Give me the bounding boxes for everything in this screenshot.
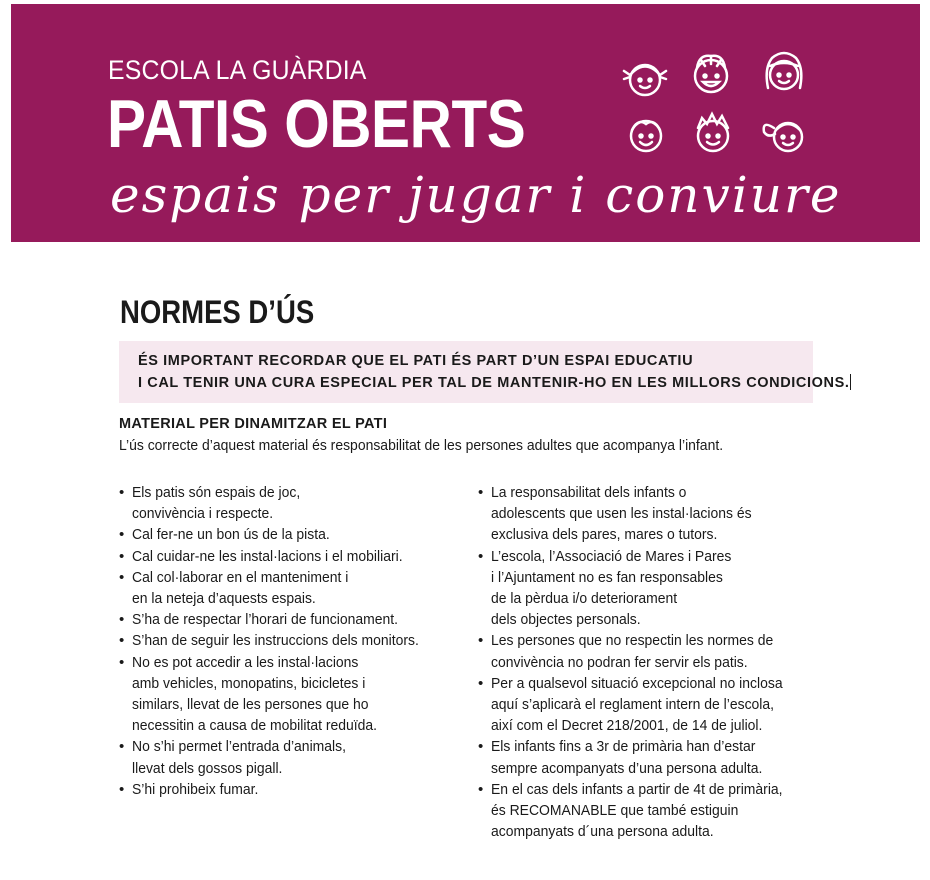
child-face-icon: [622, 110, 670, 158]
section-title: NORMES D’ÚS: [120, 294, 315, 330]
rule-item: [119, 630, 440, 651]
highlight-line-1: ÉS IMPORTANT RECORDAR QUE EL PATI ÉS PART D’UN ESPAI EDUCATIU: [138, 353, 694, 369]
boy-face-icon: [685, 48, 737, 100]
highlight-line-2: [138, 374, 851, 391]
rule-item: [119, 524, 440, 545]
rule-line: adolescents que usen les instal·lacions és: [491, 505, 752, 523]
rule-line: sempre acompanyats d’una persona adulta.: [491, 759, 763, 777]
rule-item: [119, 736, 440, 778]
rule-line: • No s’hi permet l’entrada d’animals,: [132, 738, 347, 756]
spiky-hair-face-icon: [688, 106, 738, 158]
rule-line: convivència no podran fer servir els patis.: [491, 653, 748, 671]
rule-item: [119, 482, 440, 524]
rule-line: • No es pot accedir a les instal·lacions: [132, 653, 359, 671]
rule-line: • Les persones que no respectin les normes de: [491, 632, 774, 650]
rules-list-right: [478, 482, 805, 842]
girl-long-hair-face-icon: [758, 48, 810, 106]
rule-line: • Cal col·laborar en el manteniment i: [132, 568, 349, 586]
rule-item: [119, 779, 440, 800]
girl-face-icon: [620, 53, 670, 103]
rule-line: • Cal cuidar-ne les instal·lacions i el mobiliari.: [132, 547, 403, 565]
school-name: ESCOLA LA GUÀRDIA: [108, 55, 367, 85]
rule-item: [478, 779, 805, 843]
rule-line: amb vehicles, monopatins, bicicletes i: [132, 674, 366, 692]
rule-line: així com el Decret 218/2001, de 14 de juliol.: [491, 717, 763, 735]
rule-line: dels objectes personals.: [491, 611, 641, 629]
rules-list-left: [119, 482, 440, 800]
rule-line: • S’han de seguir les instruccions dels monitors.: [132, 632, 419, 650]
material-heading: MATERIAL PER DINAMITZAR EL PATI: [119, 416, 388, 432]
rule-item: [478, 736, 805, 778]
rule-line: • En el cas dels infants a partir de 4t de primària,: [491, 780, 783, 798]
children-faces-illustration: [610, 48, 810, 168]
rule-item: [119, 652, 440, 737]
material-text: L’ús correcte d’aquest material és responsabilitat de les persones adultes que acompanya l’infant.: [119, 437, 724, 454]
rule-item: [478, 630, 805, 672]
text-cursor: [850, 374, 851, 390]
rule-line: exclusiva dels pares, mares o tutors.: [491, 526, 718, 544]
rule-line: convivència i respecte.: [132, 505, 274, 523]
rule-line: • Cal fer-ne un bon ús de la pista.: [132, 526, 330, 544]
rule-line: similars, llevat de les persones que ho: [132, 696, 369, 714]
highlight-box: [119, 341, 850, 403]
rule-line: • L’escola, l’Associació de Mares i Pares: [491, 547, 732, 565]
rule-item: [119, 546, 440, 567]
rule-line: • Els patis són espais de joc,: [132, 484, 301, 501]
rule-line: i l’Ajuntament no es fan responsables: [491, 568, 723, 586]
rule-item: [478, 673, 805, 737]
rule-item: [478, 546, 805, 631]
highlight-line-2-text: I CAL TENIR UNA CURA ESPECIAL PER TAL DE MANTENIR-HO EN LES MILLORS CONDICIONS.: [138, 375, 850, 391]
rule-line: • La responsabilitat dels infants o: [491, 484, 687, 501]
pigtails-face-icon: [758, 110, 810, 160]
rule-line: • S’hi prohibeix fumar.: [132, 780, 259, 798]
tagline: espais per jugar i conviure: [110, 166, 842, 224]
rule-line: • S’ha de respectar l’horari de funcionament.: [132, 611, 398, 629]
rule-line: de la pèrdua i/o deteriorament: [491, 590, 678, 608]
rule-line: és RECOMANABLE que també estiguin: [491, 802, 739, 820]
rule-item: [478, 482, 805, 546]
rule-item: [119, 609, 440, 630]
rule-line: necessitin a causa de mobilitat reduïda.: [132, 717, 378, 735]
rule-line: • Per a qualsevol situació excepcional no inclosa: [491, 674, 783, 692]
rule-line: en la neteja d’aquests espais.: [132, 590, 316, 608]
rule-line: acompanyats d´una persona adulta.: [491, 823, 714, 841]
rule-line: • Els infants fins a 3r de primària han d’estar: [491, 738, 756, 756]
main-title: PATIS OBERTS: [107, 86, 526, 162]
rule-line: aquí s’aplicarà el reglament intern de l’escola,: [491, 696, 775, 714]
rule-line: llevat dels gossos pigall.: [132, 759, 283, 777]
rule-item: [119, 567, 440, 609]
